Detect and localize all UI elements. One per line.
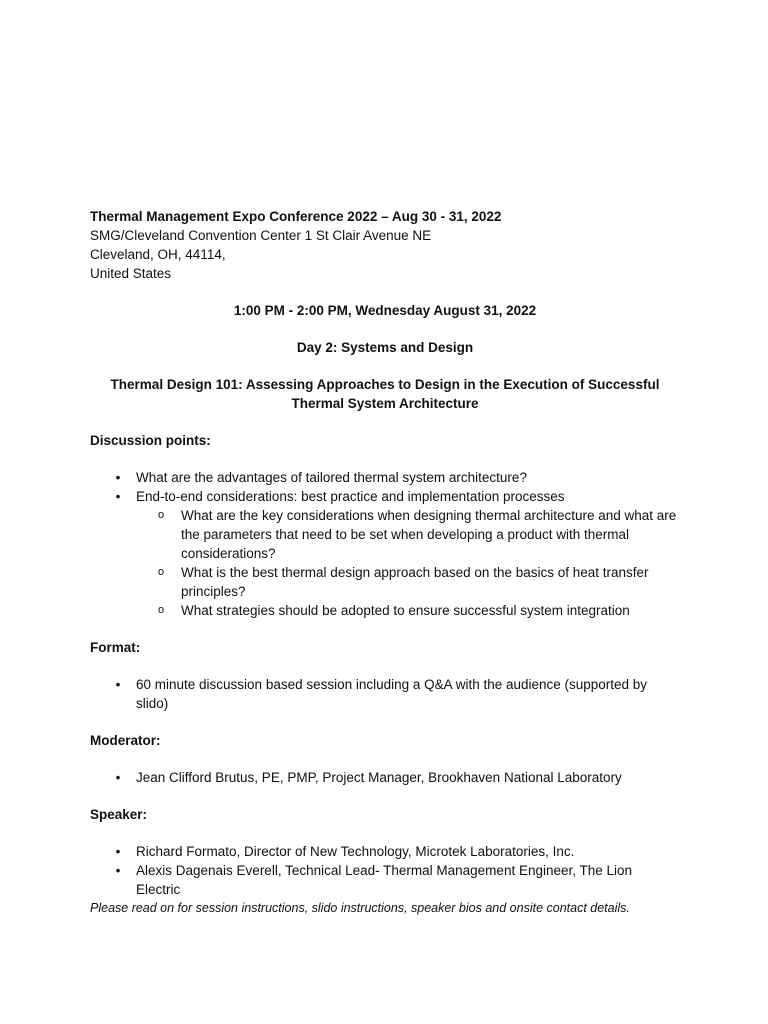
circle-bullet-icon: o (158, 604, 165, 616)
session-title: Thermal Design 101: Assessing Approaches to Design in the Execution of Successful Thermal System Architecture (110, 377, 660, 411)
circle-bullet-icon: o (158, 566, 165, 578)
bullet-icon: • (115, 844, 121, 859)
list-item (90, 675, 680, 713)
discussion-subpoint: What are the key considerations when designing thermal architecture and what are the parameters that need to be set when developing a product with thermal considerations? (181, 508, 677, 561)
list-item (90, 487, 680, 620)
format-list (90, 675, 680, 713)
moderator-heading: Moderator: (90, 733, 161, 748)
document-body (90, 207, 680, 918)
session-day: Day 2: Systems and Design (296, 340, 474, 355)
bullet-icon: • (115, 489, 121, 504)
list-item (136, 601, 680, 620)
closing-note: Please read on for session instructions, slido instructions, speaker bios and onsite contact details. (90, 901, 630, 915)
speaker-item: Alexis Dagenais Everell, Technical Lead- Thermal Management Engineer, The Lion Electric (136, 863, 633, 897)
circle-bullet-icon: o (158, 509, 165, 521)
discussion-heading: Discussion points: (90, 433, 211, 448)
session-time: 1:00 PM - 2:00 PM, Wednesday August 31, 2022 (233, 303, 537, 318)
moderator-list (90, 768, 680, 787)
discussion-point: End-to-end considerations: best practice and implementation processes (136, 489, 565, 504)
speaker-list (90, 842, 680, 899)
bullet-icon: • (115, 770, 121, 785)
list-item (90, 861, 680, 899)
conference-title: Thermal Management Expo Conference 2022 – Aug 30 - 31, 2022 (90, 209, 502, 224)
format-heading: Format: (90, 640, 141, 655)
address-line-2: Cleveland, OH, 44114, (90, 247, 226, 262)
bullet-icon: • (115, 677, 121, 692)
discussion-list (90, 468, 680, 620)
list-item (90, 768, 680, 787)
bullet-icon: • (115, 470, 121, 485)
address-line-1: SMG/Cleveland Convention Center 1 St Clair Avenue NE (90, 228, 432, 243)
discussion-subpoint: What is the best thermal design approach based on the basics of heat transfer principles? (181, 565, 649, 599)
list-item (90, 842, 680, 861)
list-item (136, 506, 680, 563)
discussion-subpoint: What strategies should be adopted to ensure successful system integration (181, 603, 630, 618)
list-item (90, 468, 680, 487)
moderator-item: Jean Clifford Brutus, PE, PMP, Project Manager, Brookhaven National Laboratory (136, 770, 622, 785)
discussion-sublist (136, 506, 680, 620)
bullet-icon: • (115, 863, 121, 878)
list-item (136, 563, 680, 601)
discussion-point: What are the advantages of tailored thermal system architecture? (136, 470, 527, 485)
speaker-heading: Speaker: (90, 807, 148, 822)
address-line-3: United States (90, 266, 172, 281)
speaker-item: Richard Formato, Director of New Technology, Microtek Laboratories, Inc. (136, 844, 575, 859)
format-item: 60 minute discussion based session including a Q&A with the audience (supported by slido) (136, 677, 648, 711)
